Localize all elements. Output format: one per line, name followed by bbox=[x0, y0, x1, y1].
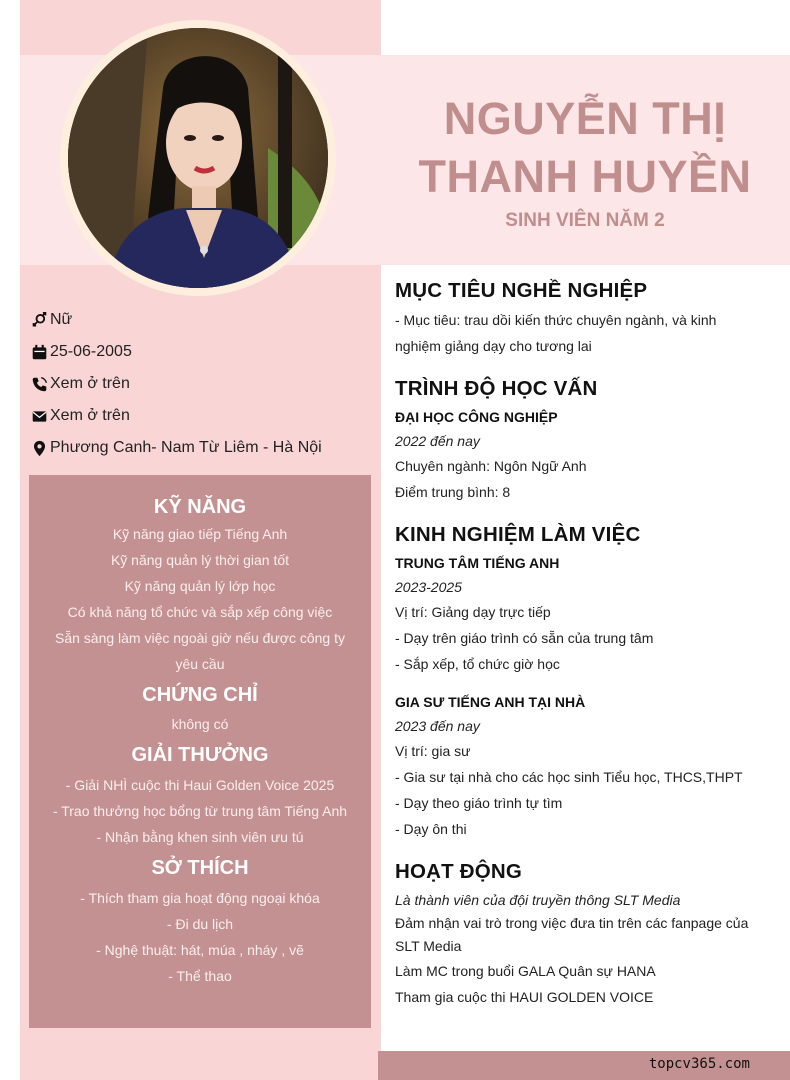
hobbies-list bbox=[29, 885, 371, 989]
experience-heading: KINH NGHIỆM LÀM VIỆC bbox=[395, 523, 641, 546]
skill-item: Kỹ năng quản lý lớp học bbox=[124, 578, 276, 594]
job-org: TRUNG TÂM TIẾNG ANH bbox=[395, 555, 560, 571]
contact-address bbox=[30, 432, 370, 464]
contact-list bbox=[30, 304, 370, 464]
hobby-item: - Thể thao bbox=[168, 968, 232, 984]
job-line: - Dạy ôn thi bbox=[395, 821, 467, 837]
activity-line: Tham gia cuộc thi HAUI GOLDEN VOICE bbox=[395, 989, 654, 1005]
main-content bbox=[395, 277, 780, 1010]
education-heading: TRÌNH ĐỘ HỌC VẤN bbox=[395, 377, 598, 400]
contact-email bbox=[30, 400, 370, 432]
certificates-heading: CHỨNG CHỈ bbox=[142, 684, 258, 706]
skill-item: yêu cầu bbox=[175, 656, 225, 672]
job-entry bbox=[395, 690, 780, 842]
contact-phone bbox=[30, 368, 370, 400]
school-name: ĐẠI HỌC CÔNG NGHIỆP bbox=[395, 409, 558, 425]
contact-gender bbox=[30, 304, 370, 336]
hobby-item: - Thích tham gia hoạt động ngoại khóa bbox=[80, 890, 320, 906]
profile-photo bbox=[68, 28, 328, 288]
objective-section bbox=[395, 277, 780, 359]
job-period: 2023 đến nay bbox=[395, 718, 480, 734]
education-gpa: Điểm trung bình: 8 bbox=[395, 484, 511, 500]
skill-item: Kỹ năng giao tiếp Tiếng Anh bbox=[112, 526, 288, 542]
education-section bbox=[395, 375, 780, 505]
job-entry bbox=[395, 551, 780, 677]
skills-list bbox=[29, 521, 371, 677]
name-line-2: THANH HUYỀN bbox=[418, 151, 752, 202]
award-item: - Nhận bằng khen sinh viên ưu tú bbox=[96, 829, 304, 845]
candidate-name bbox=[400, 90, 770, 206]
job-title: SINH VIÊN NĂM 2 bbox=[505, 210, 665, 231]
skill-item: Có khả năng tổ chức và sắp xếp công việc bbox=[67, 604, 333, 620]
awards-heading: GIẢI THƯỞNG bbox=[131, 744, 269, 766]
job-line: Vị trí: gia sư bbox=[395, 743, 471, 759]
experience-section bbox=[395, 521, 780, 842]
job-line: - Gia sư tại nhà cho các học sinh Tiểu học, THCS,THPT bbox=[395, 769, 743, 785]
skills-heading: KỸ NĂNG bbox=[153, 496, 247, 518]
contact-birthday bbox=[30, 336, 370, 368]
activity-line: Làm MC trong buổi GALA Quân sự HANA bbox=[395, 963, 656, 979]
activities-heading: HOẠT ĐỘNG bbox=[395, 860, 523, 883]
job-line: - Sắp xếp, tổ chức giờ học bbox=[395, 656, 560, 672]
award-item: - Trao thưởng học bổng từ trung tâm Tiếng Anh bbox=[52, 803, 348, 819]
objective-line: - Mục tiêu: trau dồi kiến thức chuyên ngành, và kinh bbox=[395, 312, 717, 328]
activity-line: Đảm nhận vai trò trong việc đưa tin trên các fanpage của bbox=[395, 915, 749, 931]
job-line: - Dạy theo giáo trình tự tìm bbox=[395, 795, 563, 811]
job-org: GIA SƯ TIẾNG ANH TẠI NHÀ bbox=[395, 694, 586, 710]
name-line-1: NGUYỄN THỊ bbox=[443, 93, 727, 144]
calendar-icon bbox=[30, 343, 49, 362]
skill-item: Kỹ năng quản lý thời gian tốt bbox=[110, 552, 290, 568]
hobby-item: - Đi du lịch bbox=[166, 916, 234, 932]
education-major: Chuyên ngành: Ngôn Ngữ Anh bbox=[395, 458, 587, 474]
objective-heading: MỤC TIÊU NGHỀ NGHIỆP bbox=[395, 279, 648, 302]
job-line: Vị trí: Giảng dạy trực tiếp bbox=[395, 604, 551, 620]
job-line: - Dạy trên giáo trình có sẵn của trung tâm bbox=[395, 630, 654, 646]
education-period: 2022 đến nay bbox=[395, 433, 480, 449]
hobbies-heading: SỞ THÍCH bbox=[151, 857, 249, 879]
award-item: - Giải NHÌ cuộc thi Haui Golden Voice 2025 bbox=[65, 777, 335, 793]
address-text: Phương Canh- Nam Từ Liêm - Hà Nội bbox=[50, 439, 322, 456]
activities-role: Là thành viên của đội truyền thông SLT Media bbox=[395, 892, 681, 908]
side-panel bbox=[29, 475, 371, 1028]
awards-list bbox=[29, 772, 371, 850]
footer-site: topcv365.com bbox=[648, 1056, 750, 1072]
gender-icon bbox=[30, 311, 49, 330]
objective-line: nghiệm giảng dạy cho tương lai bbox=[395, 338, 592, 354]
profile-photo-frame bbox=[60, 20, 336, 296]
birthday-text: 25-06-2005 bbox=[50, 343, 132, 360]
email-text: Xem ở trên bbox=[50, 407, 130, 424]
phone-icon bbox=[30, 375, 49, 394]
footer-bar bbox=[378, 1051, 790, 1080]
activity-line: SLT Media bbox=[395, 938, 462, 954]
certificate-item: không có bbox=[171, 716, 229, 732]
gender-text: Nữ bbox=[50, 311, 73, 328]
hobby-item: - Nghệ thuật: hát, múa , nháy , vẽ bbox=[96, 942, 304, 958]
job-period: 2023-2025 bbox=[395, 579, 462, 595]
skill-item: Sẵn sàng làm việc ngoài giờ nếu được công ty bbox=[54, 630, 345, 646]
location-pin-icon bbox=[30, 439, 49, 458]
phone-text: Xem ở trên bbox=[50, 375, 130, 392]
envelope-icon bbox=[30, 407, 49, 426]
activities-section bbox=[395, 858, 780, 1010]
